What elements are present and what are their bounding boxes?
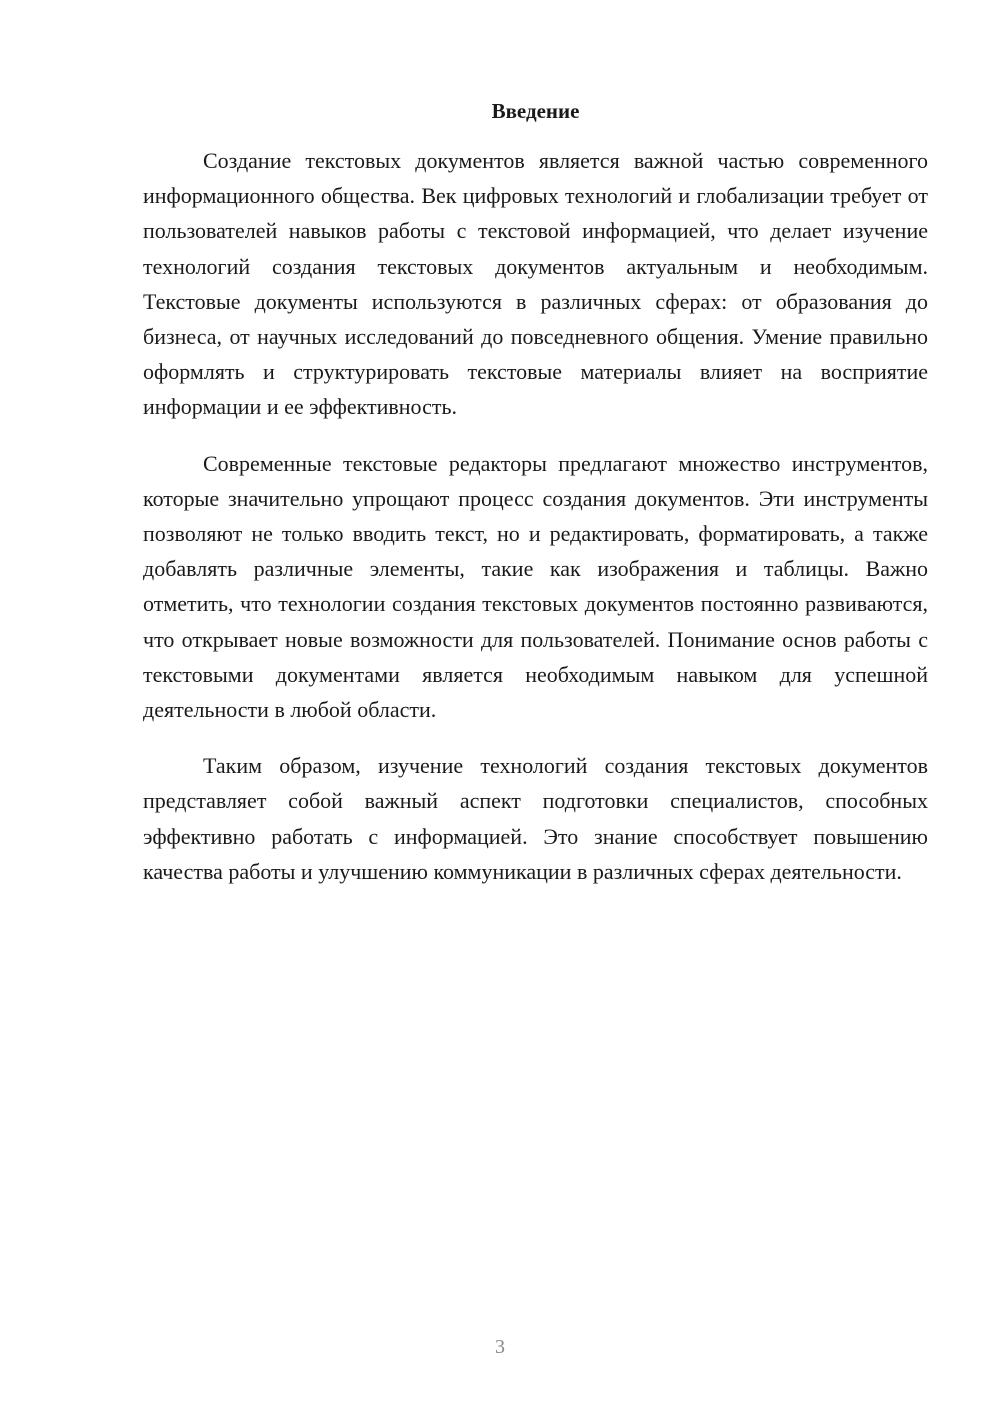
page-heading: Введение	[491, 99, 580, 123]
page-content	[143, 96, 928, 910]
paragraph-2: Современные текстовые редакторы предлагают множество инструментов, которые значительно упрощают процесс создания документов. Эти инструменты позволяют не только вводить текст, но и редактировать, форматировать, а также добавлять различные элементы, такие как изображения и таблицы. Важно отметить, что технологии создания текстовых документов постоянно развиваются, что открывает новые возможности для пользователей. Понимание основ работы с текстовыми документами является необходимым навыком для успешной деятельности в любой области.	[143, 450, 928, 723]
page-number: 3	[495, 1336, 505, 1358]
paragraph-3: Таким образом, изучение технологий создания текстовых документов представляет собой важный аспект подготовки специалистов, способных эффективно работать с информацией. Это знание способствует повышению качества работы и улучшению коммуникации в различных сферах деятельности.	[143, 753, 928, 884]
paragraph-1: Создание текстовых документов является важной частью современного информационного общества. Век цифровых технологий и глобализации требует от пользователей навыков работы с текстовой информацией, что делает изучение технологий создания текстовых документов актуальным и необходимым. Текстовые документы используются в различных сферах: от образования до бизнеса, от научных исследований до повседневного общения. Умение правильно оформлять и структурировать текстовые материалы влияет на восприятие информации и ее эффективность.	[143, 148, 928, 420]
